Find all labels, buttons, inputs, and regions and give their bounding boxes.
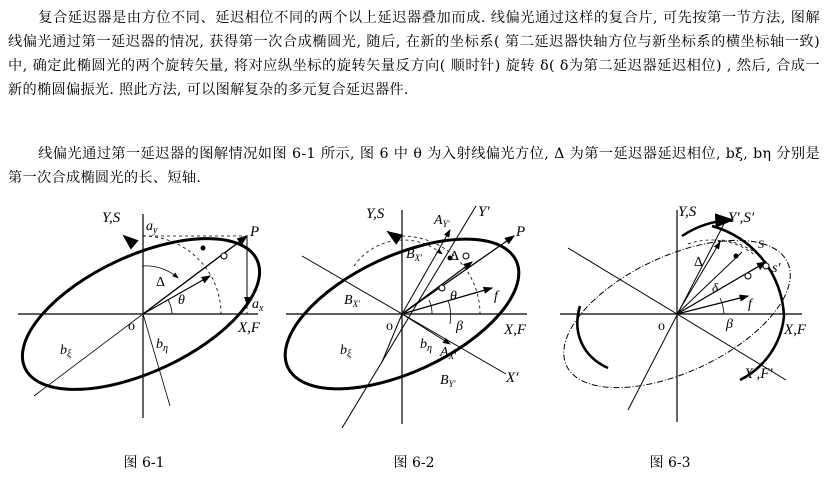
label-delta: Δ [156, 275, 166, 290]
caption-6-1: 图 6-1 [123, 455, 165, 471]
vector-1 [677, 242, 720, 314]
caption-6-2: 图 6-2 [393, 455, 435, 471]
label-b-y-prime: $B_{Y'}$ [440, 373, 456, 389]
label-y-s: Y,S [102, 210, 121, 226]
label-a-y-prime: $A_{Y'}$ [434, 213, 450, 229]
paragraph-2-text: 线偏光通过第一延迟器的图解情况如图 6-1 所示, 图 6 中 θ 为入射线偏光方位, Δ 为第一延迟器延迟相位, bξ, bη 分别是第一次合成椭圆光的长、短轴. [8, 146, 820, 186]
point-dot [201, 246, 206, 251]
label-b-xi: $b_\xi$ [60, 343, 72, 360]
label-y-s: Y,S [366, 206, 385, 222]
label-origin: o [386, 319, 393, 334]
ellipse-arrow-top [388, 232, 394, 236]
figure-6-3 [552, 196, 824, 440]
theta-arc [429, 300, 432, 314]
paragraph-1 [8, 6, 820, 102]
label-a-x-prime: $A_{X'}$ [440, 345, 457, 361]
label-b-eta: $b_\eta$ [156, 337, 168, 354]
new-ellipse-arc-left [577, 306, 608, 368]
label-x-f: X,F [238, 320, 261, 336]
label-delta: Δ [450, 249, 460, 264]
vector-f [402, 288, 492, 314]
vector-f [677, 296, 748, 314]
vector-rotated [143, 276, 210, 314]
label-origin: o [128, 319, 135, 334]
label-theta: θ [178, 293, 185, 308]
label-x-prime-f-prime: X′,F′ [744, 366, 773, 382]
label-theta: θ [450, 289, 457, 304]
point-circle-2 [763, 263, 769, 269]
figure-6-1 [10, 196, 278, 440]
label-p: P [250, 224, 260, 240]
label-ax: $a_x$ [252, 297, 264, 314]
label-b-xi: $b_\xi$ [340, 343, 352, 360]
paragraph-2 [8, 142, 820, 190]
label-x-f: X,F [784, 322, 807, 338]
label-x-prime: X′ [506, 370, 519, 386]
label-b-eta: $b_\eta$ [420, 337, 432, 354]
major-axis-line [34, 314, 143, 396]
label-y-prime: Y′ [478, 204, 490, 220]
ellipse-arrow-top [124, 236, 130, 241]
point-circle-1 [745, 273, 751, 279]
figure-6-2 [282, 196, 547, 440]
point-circle-2 [439, 285, 445, 291]
vector-2 [677, 252, 742, 314]
point-circle [221, 253, 227, 259]
label-x-f: X,F [504, 322, 527, 338]
label-b-x-prime-top: $B_{X'}$ [406, 247, 423, 263]
minor-axis-line [143, 314, 170, 406]
label-origin: o [658, 319, 665, 334]
label-ay: $a_y$ [146, 219, 158, 236]
label-delta-small: δ [712, 280, 719, 295]
label-delta: Δ [694, 255, 704, 270]
caption-6-3: 图 6-3 [649, 455, 691, 471]
label-s-prime: s′ [772, 261, 781, 276]
label-y-s: Y,S [678, 204, 697, 220]
point-circle-1 [463, 253, 469, 259]
point-dot-1 [734, 254, 739, 259]
label-b-x-prime-left: $B_{X'}$ [344, 293, 361, 309]
vector-s-prime [677, 262, 766, 314]
label-f: f [494, 289, 498, 304]
label-y-prime-s-prime: Y′,S′ [728, 210, 755, 226]
paragraph-1-text: 复合延迟器是由方位不同、延迟相位不同的两个以上延迟器叠加而成. 线偏光通过这样的复合片, 可先按第一节方法, 图解线偏光通过第一延迟器的情况, 获得第一次合成椭圆光, 随后, 在新的坐标系( 第二延迟器快轴方位与新坐标系的横坐标轴一致) 中, 确定此椭圆光的两个旋转矢量, 将对应纵坐标的旋转矢量反方向( 顺时针) 旋转 δ( δ为第二延迟器延迟相位) , 然后, 合成一新的椭圆偏振光. 照此方法, 可以图解复杂的多元复合延迟器件. [8, 10, 820, 98]
label-p: P [516, 224, 526, 240]
label-beta: β [726, 317, 733, 332]
label-s-small: S [758, 237, 764, 251]
label-beta: β [456, 319, 463, 334]
label-f: f [748, 297, 752, 312]
beta-arc [720, 298, 724, 314]
theta-arc [168, 300, 172, 314]
